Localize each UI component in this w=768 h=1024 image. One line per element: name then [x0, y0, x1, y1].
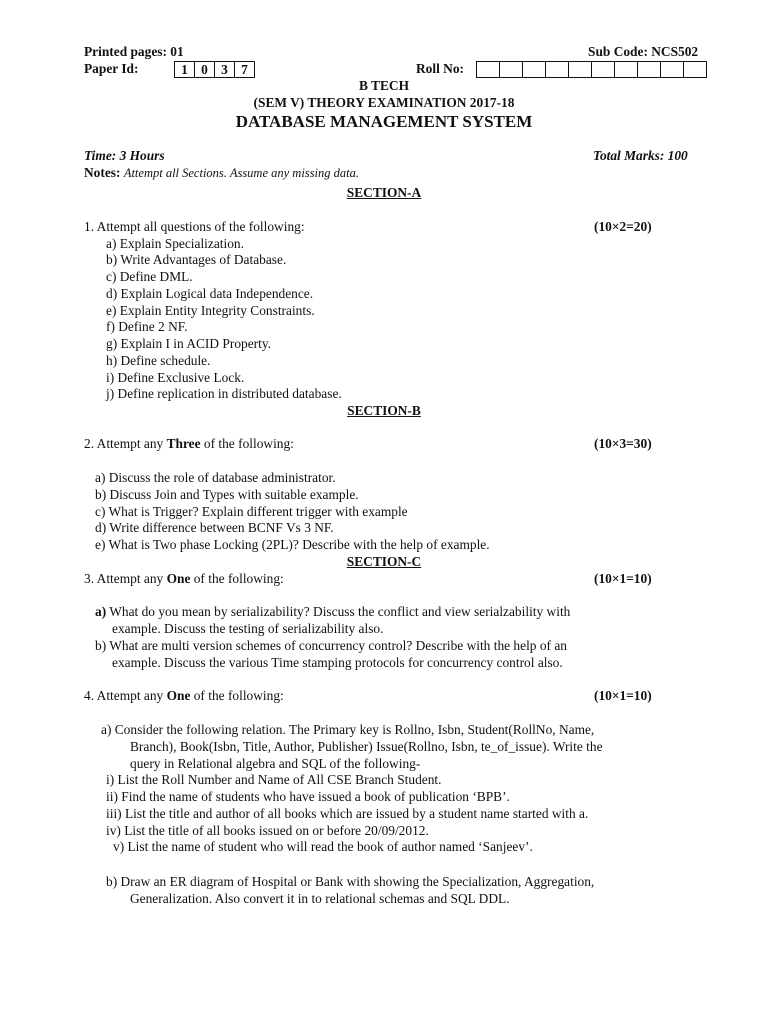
paper-id-digit: 7: [241, 62, 248, 77]
sub-code: Sub Code: NCS502: [588, 44, 699, 59]
time-allowed: Time: 3 Hours: [84, 148, 165, 163]
list-item: ii) Find the name of students who have issued a book of publication ‘BPB’.: [106, 789, 510, 804]
list-item: c) Define DML.: [106, 269, 193, 284]
roll-no-box: [661, 62, 684, 77]
q3-text: [84, 571, 284, 587]
total-marks: Total Marks: 100: [593, 148, 688, 163]
list-item: d) Write difference between BCNF Vs 3 NF.: [95, 520, 334, 535]
q3-text-post: of the following:: [190, 571, 284, 586]
q3-marks: (10×1=10): [594, 571, 652, 586]
q4-a-line: a) Consider the following relation. The Primary key is Rollno, Isbn, Student(RollNo, Name,: [101, 722, 595, 737]
list-item: d) Explain Logical data Independence.: [106, 286, 314, 301]
roll-no-box: [638, 62, 661, 77]
q4-text-bold: One: [166, 688, 191, 703]
q4-marks: (10×1=10): [594, 688, 652, 703]
q3-b-line: b) What are multi version schemes of concurrency control? Describe with the help of an: [95, 638, 567, 653]
paper-id-digit: 0: [195, 62, 215, 77]
q3-text-pre: 3. Attempt any: [84, 571, 167, 586]
section-c-title: SECTION-C: [346, 554, 422, 569]
q3-text-bold: One: [166, 571, 191, 586]
q3-a-text: What do you mean by serializability? Discuss the conflict and view serialzability with: [106, 604, 571, 619]
q1-text: 1. Attempt all questions of the following:: [84, 219, 305, 234]
q3-a-label: a): [95, 604, 107, 619]
list-item: b) Write Advantages of Database.: [106, 252, 287, 267]
subject-title: DATABASE MANAGEMENT SYSTEM: [235, 112, 533, 131]
roll-no-box: [546, 62, 569, 77]
q4-b-line: Generalization. Also convert it in to relational schemas and SQL DDL.: [130, 891, 510, 906]
list-item: b) Discuss Join and Types with suitable example.: [95, 487, 359, 502]
roll-no-box: [500, 62, 523, 77]
q3-a-line: example. Discuss the testing of serializability also.: [112, 621, 384, 636]
q2-text-bold: Three: [166, 436, 201, 451]
paper-id-label: Paper Id:: [84, 61, 139, 76]
roll-no-label: Roll No:: [416, 61, 464, 76]
paper-id-boxes: [174, 61, 255, 78]
program-title: B TECH: [359, 78, 409, 93]
list-item: c) What is Trigger? Explain different trigger with example: [95, 504, 408, 519]
q4-text-pre: 4. Attempt any: [84, 688, 167, 703]
notes-label: Notes:: [84, 165, 121, 180]
roll-no-boxes: [476, 61, 707, 78]
list-item: j) Define replication in distributed database.: [106, 386, 342, 401]
q3-a-line: [95, 604, 570, 620]
section-b-title: SECTION-B: [347, 403, 421, 418]
q2-text-post: of the following:: [200, 436, 294, 451]
roll-no-box: [523, 62, 546, 77]
list-item: h) Define schedule.: [106, 353, 211, 368]
roll-no-box: [569, 62, 592, 77]
q2-text: [84, 436, 294, 452]
list-item: e) Explain Entity Integrity Constraints.: [106, 303, 315, 318]
q4-b-line: b) Draw an ER diagram of Hospital or Bank with showing the Specialization, Aggregation,: [106, 874, 595, 889]
roll-no-box: [684, 62, 706, 77]
exam-title: (SEM V) THEORY EXAMINATION 2017-18: [253, 95, 515, 110]
list-item: a) Explain Specialization.: [106, 236, 244, 251]
roll-no-box: [592, 62, 615, 77]
list-item: i) List the Roll Number and Name of All CSE Branch Student.: [106, 772, 442, 787]
q4-a-line: query in Relational algebra and SQL of the following-: [130, 756, 421, 771]
q2-marks: (10×3=30): [594, 436, 652, 451]
list-item: e) What is Two phase Locking (2PL)? Describe with the help of example.: [95, 537, 490, 552]
q4-a-line: Branch), Book(Isbn, Title, Author, Publisher) Issue(Rollno, Isbn, te_of_issue). Write the: [130, 739, 603, 754]
paper-id-digit: 3: [215, 62, 235, 77]
list-item: f) Define 2 NF.: [106, 319, 188, 334]
printed-pages: Printed pages: 01: [84, 44, 184, 59]
list-item: g) Explain I in ACID Property.: [106, 336, 272, 351]
q1-marks: (10×2=20): [594, 219, 652, 234]
roll-no-box: [477, 62, 500, 77]
list-item: i) Define Exclusive Lock.: [106, 370, 245, 385]
q2-text-pre: 2. Attempt any: [84, 436, 167, 451]
list-item: iii) List the title and author of all books which are issued by a student name started with a.: [106, 806, 589, 821]
list-item: iv) List the title of all books issued on or before 20/09/2012.: [106, 823, 429, 838]
q3-b-line: example. Discuss the various Time stamping protocols for concurrency control also.: [112, 655, 563, 670]
notes-line: [84, 165, 359, 181]
notes-text: Attempt all Sections. Assume any missing data.: [123, 166, 359, 180]
roll-no-box: [615, 62, 638, 77]
list-item: a) Discuss the role of database administrator.: [95, 470, 336, 485]
section-a-title: SECTION-A: [346, 185, 422, 200]
list-item: v) List the name of student who will read the book of author named ‘Sanjeev’.: [113, 839, 533, 854]
q4-text: [84, 688, 284, 704]
paper-id-digit: 1: [175, 62, 195, 77]
q4-text-post: of the following:: [190, 688, 284, 703]
